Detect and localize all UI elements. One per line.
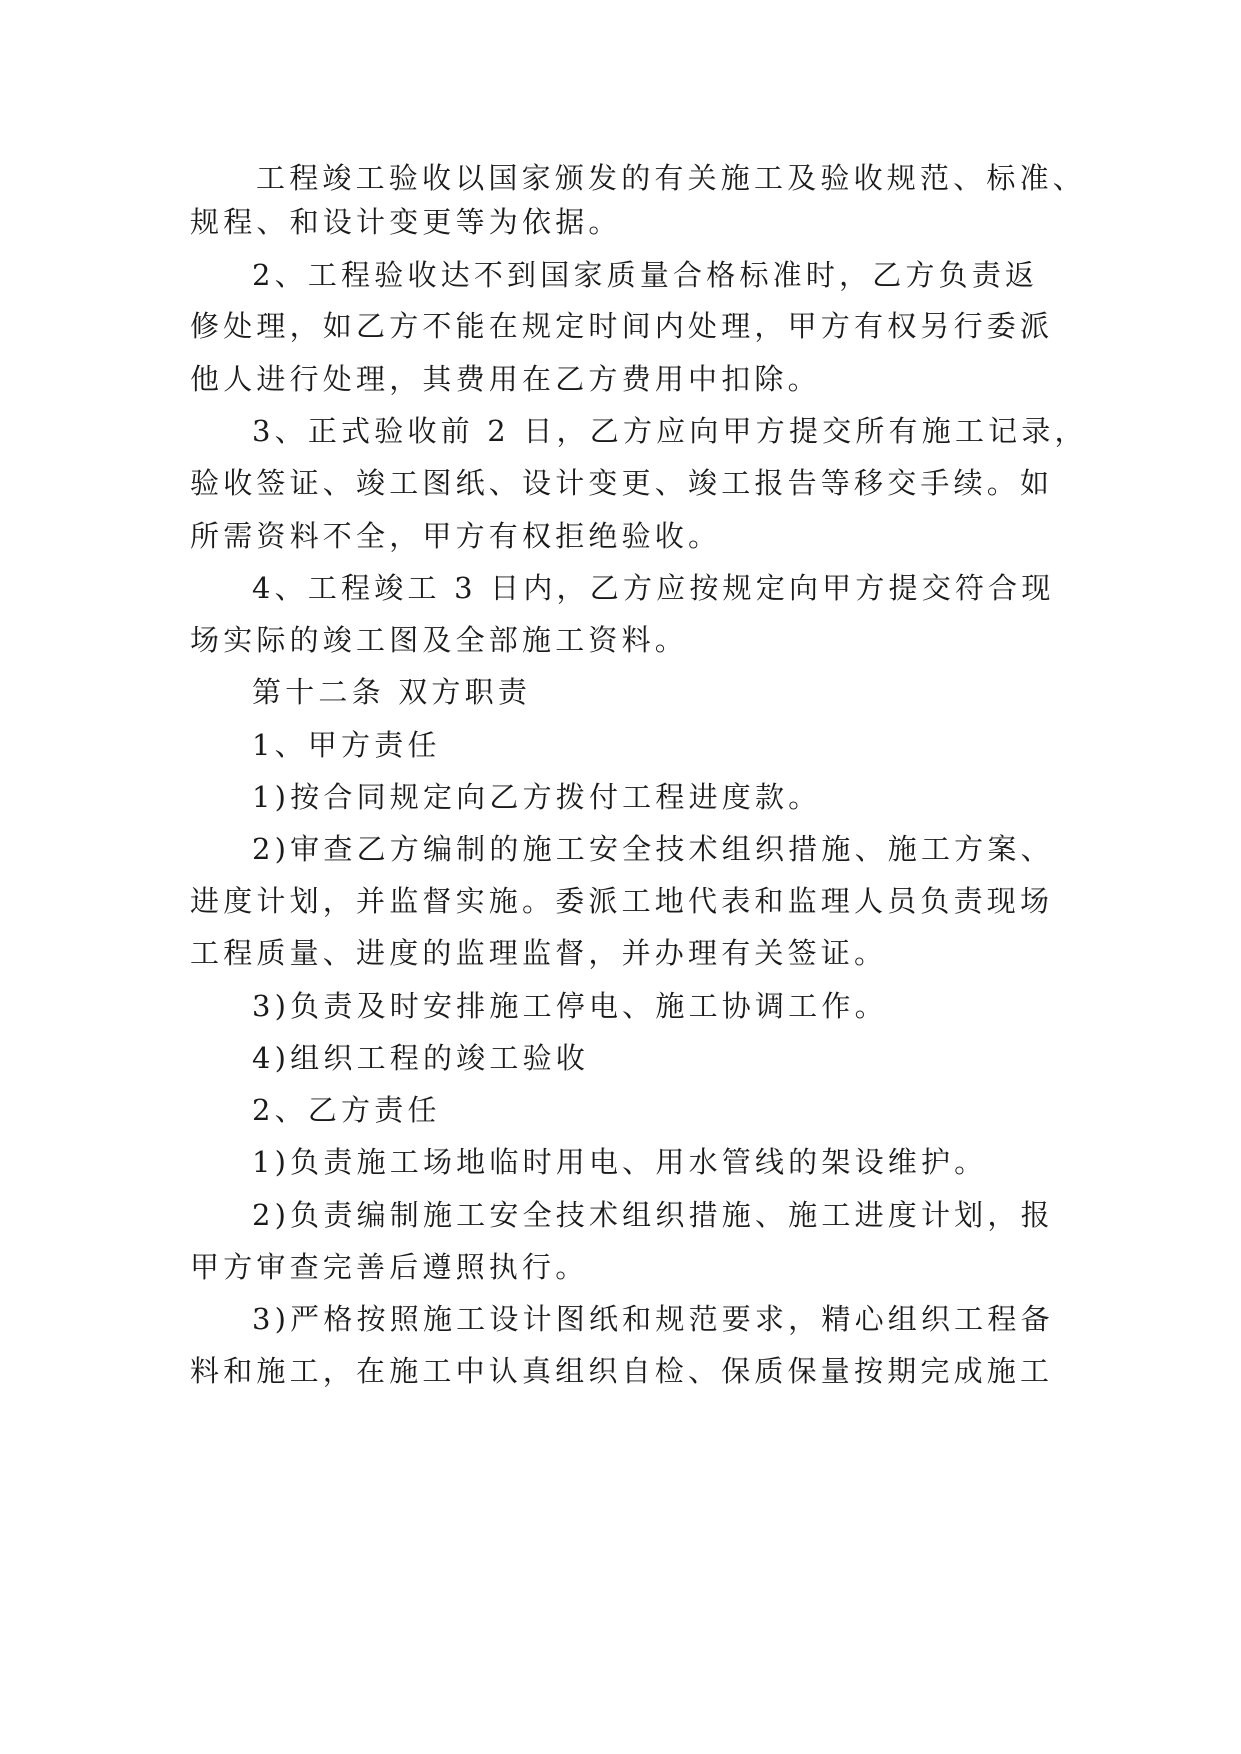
text-line: 所需资料不全，甲方有权拒绝验收。 — [190, 519, 722, 553]
text-line: 1)按合同规定向乙方拨付工程进度款。 — [252, 780, 822, 814]
text-line: 2)负责编制施工安全技术组织措施、施工进度计划，报 — [252, 1198, 1054, 1232]
subsection-heading: 2、乙方责任 — [252, 1093, 441, 1127]
text-line: 料和施工，在施工中认真组织自检、保质保量按期完成施工 — [190, 1354, 1054, 1388]
text-line: 工程质量、进度的监理监督，并办理有关签证。 — [190, 936, 888, 970]
text-line: 工程竣工验收以国家颁发的有关施工及验收规范、标准、 — [256, 161, 1087, 195]
text-line: 验收签证、竣工图纸、设计变更、竣工报告等移交手续。如 — [190, 466, 1054, 500]
text-line: 他人进行处理，其费用在乙方费用中扣除。 — [190, 362, 821, 396]
text-line: 规程、和设计变更等为依据。 — [190, 205, 622, 239]
text-line: 3、正式验收前 2 日，乙方应向甲方提交所有施工记录， — [252, 414, 1088, 448]
text-line: 2)审查乙方编制的施工安全技术组织措施、施工方案、 — [252, 832, 1054, 866]
text-line: 4、工程竣工 3 日内，乙方应按规定向甲方提交符合现 — [252, 571, 1055, 605]
text-line: 1)负责施工场地临时用电、用水管线的架设维护。 — [252, 1145, 988, 1179]
text-line: 4)组织工程的竣工验收 — [252, 1041, 589, 1075]
text-line: 修处理，如乙方不能在规定时间内处理，甲方有权另行委派 — [190, 309, 1054, 343]
text-line: 2、工程验收达不到国家质量合格标准时，乙方负责返 — [252, 258, 1039, 292]
text-line: 3)负责及时安排施工停电、施工协调工作。 — [252, 989, 888, 1023]
text-line: 进度计划，并监督实施。委派工地代表和监理人员负责现场 — [190, 884, 1054, 918]
text-line: 场实际的竣工图及全部施工资料。 — [190, 623, 689, 657]
text-line: 3)严格按照施工设计图纸和规范要求，精心组织工程备 — [252, 1302, 1054, 1336]
section-heading: 第十二条 双方职责 — [252, 675, 532, 709]
subsection-heading: 1、甲方责任 — [252, 728, 441, 762]
text-line: 甲方审查完善后遵照执行。 — [190, 1250, 589, 1284]
